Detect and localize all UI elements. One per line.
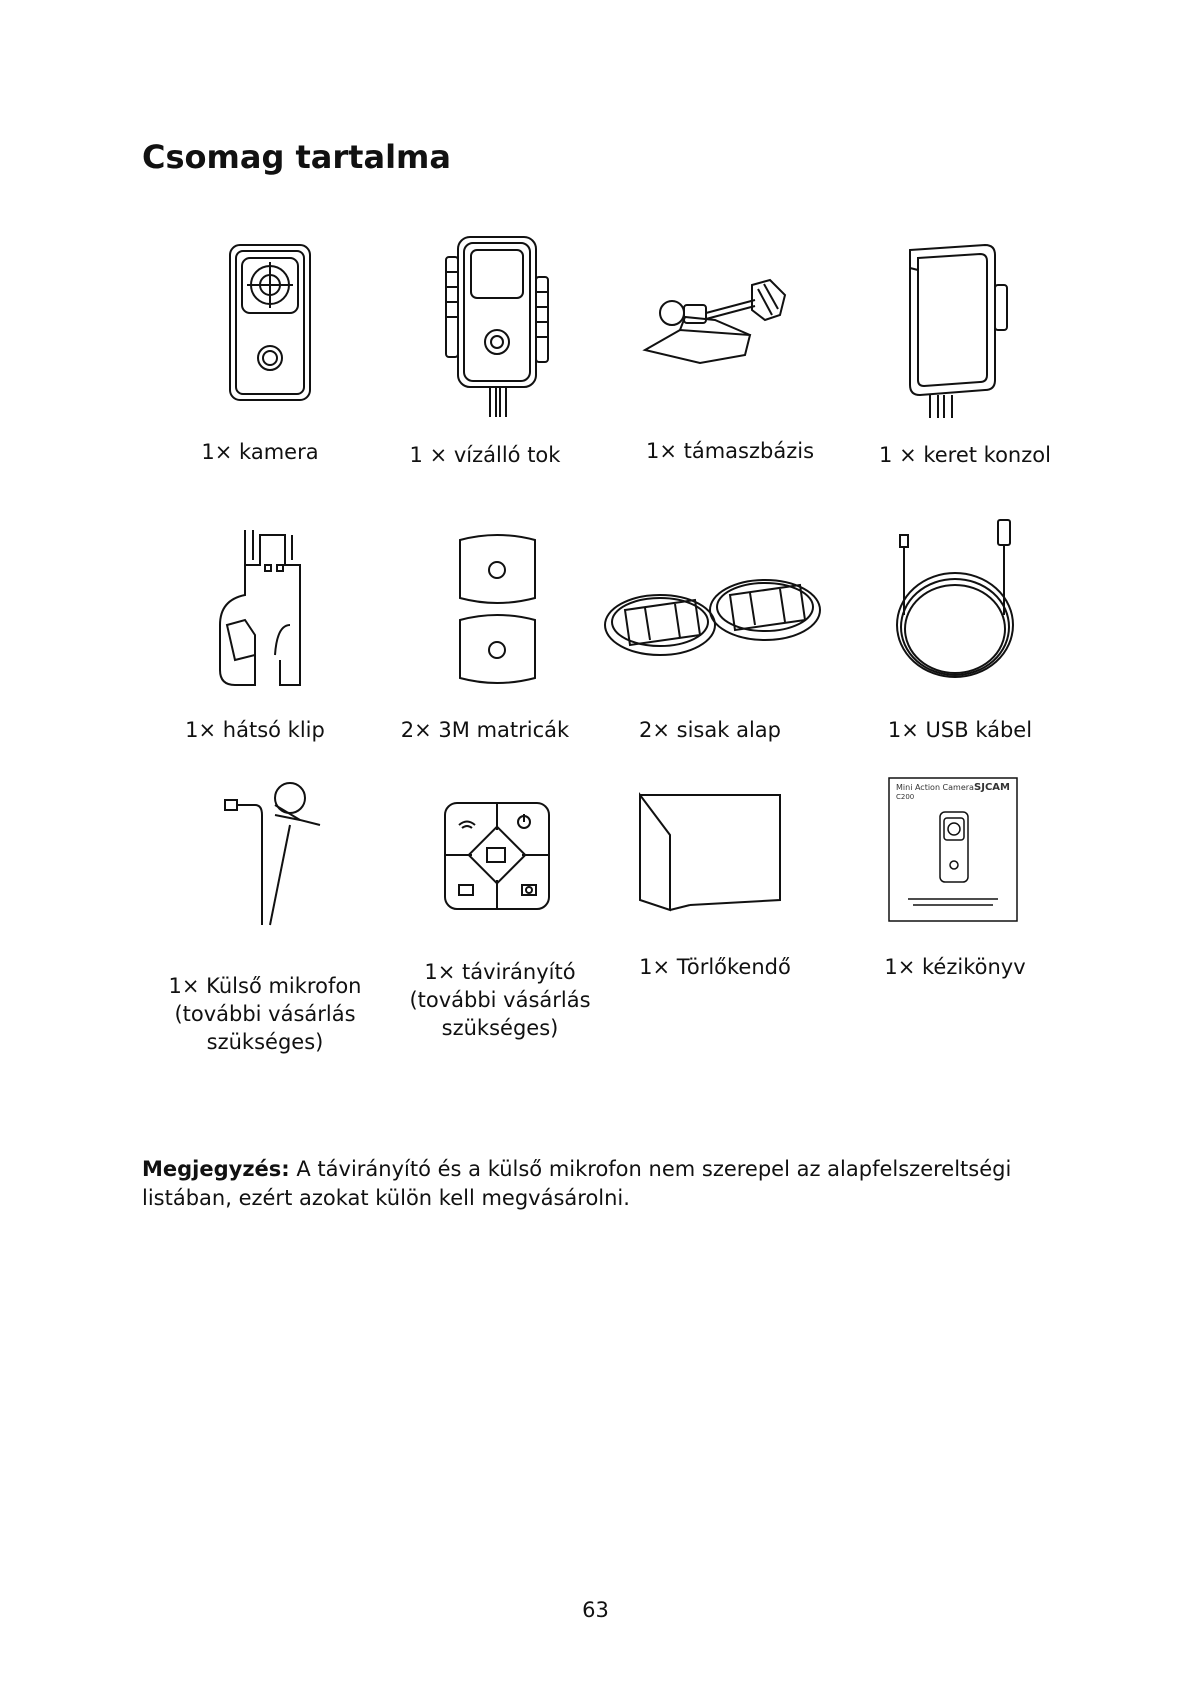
- item-caption-support-base: 1× támaszbázis: [645, 439, 815, 463]
- item-caption-waterproof-case: 1 × vízálló tok: [409, 443, 561, 467]
- back-clip-icon: [215, 525, 315, 690]
- frame-bracket-icon: [900, 240, 1010, 420]
- waterproof-case-icon: [438, 232, 553, 422]
- item-caption-helmet-mount: 2× sisak alap: [639, 718, 781, 742]
- item-caption-usb-cable: 1× USB kábel: [887, 718, 1033, 742]
- item-caption-remote-control: 1× távirányító (további vásárlás szükséges): [409, 960, 591, 1040]
- note-text: A távirányító és a külső mikrofon nem szerepel az alapfelszereltségi listában, ezért azokat külön kell megvásárolni.: [142, 1157, 1012, 1210]
- support-base-icon: [640, 275, 790, 365]
- remote-control-icon: [442, 800, 552, 912]
- usb-cable-icon: [880, 515, 1030, 685]
- camera-icon: [225, 240, 315, 405]
- item-caption-manual: 1× kézikönyv: [884, 955, 1026, 979]
- manual-icon: [888, 777, 1018, 922]
- page-title: Csomag tartalma: [142, 138, 451, 176]
- item-caption-external-microphone: 1× Külső mikrofon (további vásárlás szükséges): [168, 974, 362, 1054]
- page-number: 63: [582, 1598, 609, 1622]
- note-label: Megjegyzés:: [142, 1157, 290, 1181]
- cleaning-cloth-icon: [630, 785, 790, 915]
- item-caption-back-clip: 1× hátsó klip: [185, 718, 325, 742]
- item-caption-3m-stickers: 2× 3M matricák: [400, 718, 570, 742]
- item-caption-frame-bracket: 1 × keret konzol: [879, 443, 1051, 467]
- external-microphone-icon: [220, 780, 340, 930]
- manual-cover-model: C200: [896, 793, 915, 801]
- manual-cover-brand: SJCAM: [974, 782, 1010, 793]
- helmet-mount-icon: [600, 560, 830, 670]
- item-caption-cleaning-cloth: 1× Törlőkendő: [639, 955, 791, 979]
- note-paragraph: [142, 1155, 1022, 1213]
- 3m-stickers-icon: [450, 530, 545, 690]
- item-caption-camera: 1× kamera: [201, 440, 319, 464]
- manual-cover-title: Mini Action Camera: [896, 783, 974, 792]
